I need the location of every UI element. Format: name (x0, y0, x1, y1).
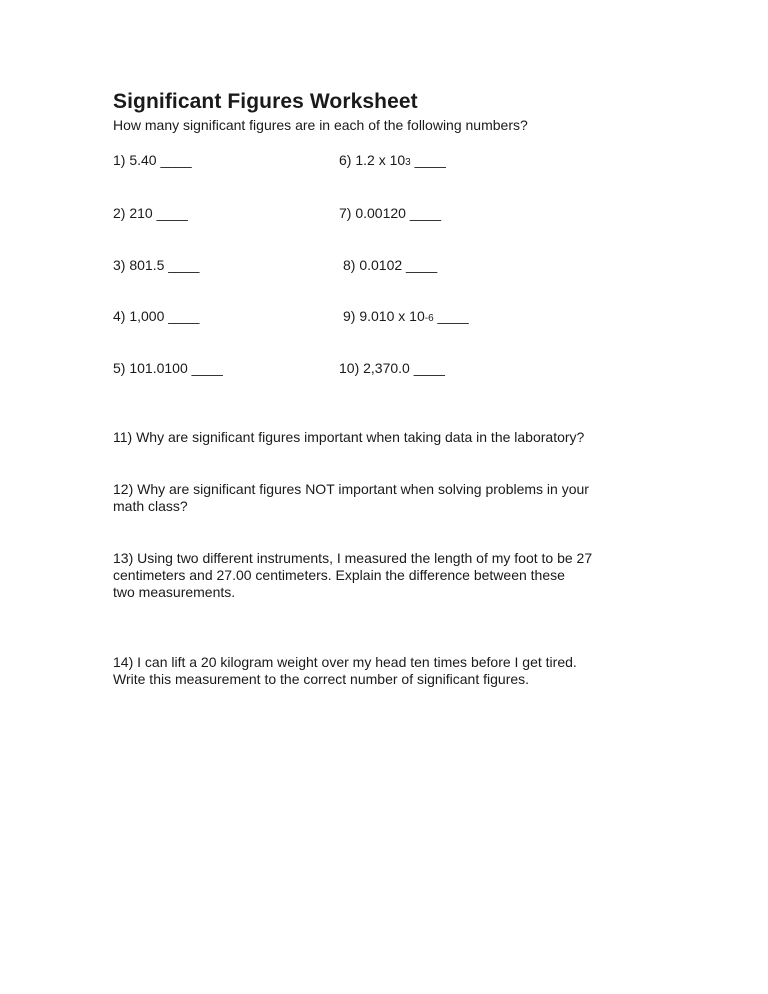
problem-9-blank: ____ (433, 308, 469, 324)
problem-9 (343, 308, 469, 324)
problem-6-base: 6) 1.2 x 10 (339, 152, 406, 168)
problem-6 (339, 152, 446, 168)
question-13 (113, 550, 653, 601)
question-11-line-1: 11) Why are significant figures important when taking data in the laboratory? (113, 429, 585, 445)
question-13-line-2: centimeters and 27.00 centimeters. Explain the difference between these (113, 567, 565, 583)
problem-6-blank: ____ (410, 152, 446, 168)
problem-3: 3) 801.5 ____ (113, 257, 200, 273)
problem-7: 7) 0.00120 ____ (339, 205, 441, 221)
worksheet-instructions: How many significant figures are in each of the following numbers? (113, 117, 528, 133)
problem-10: 10) 2,370.0 ____ (339, 360, 445, 376)
problem-8: 8) 0.0102 ____ (343, 257, 438, 273)
problem-1: 1) 5.40 ____ (113, 152, 192, 168)
question-12-line-2: math class? (113, 498, 188, 514)
question-14 (113, 654, 653, 688)
question-13-line-1: 13) Using two different instruments, I measured the length of my foot to be 27 (113, 550, 593, 566)
problem-5: 5) 101.0100 ____ (113, 360, 223, 376)
problem-2: 2) 210 ____ (113, 205, 188, 221)
problem-9-exponent: -6 (424, 313, 434, 324)
question-12 (113, 481, 653, 515)
worksheet-title: Significant Figures Worksheet (113, 90, 418, 113)
question-14-line-1: 14) I can lift a 20 kilogram weight over my head ten times before I get tired. (113, 654, 577, 670)
question-14-line-2: Write this measurement to the correct number of significant figures. (113, 671, 530, 687)
question-11 (113, 429, 653, 446)
question-13-line-3: two measurements. (113, 584, 236, 600)
question-12-line-1: 12) Why are significant figures NOT important when solving problems in your (113, 481, 589, 497)
problem-6-exponent: 3 (405, 157, 411, 168)
problem-9-base: 9) 9.010 x 10 (343, 308, 425, 324)
problem-4: 4) 1,000 ____ (113, 308, 200, 324)
